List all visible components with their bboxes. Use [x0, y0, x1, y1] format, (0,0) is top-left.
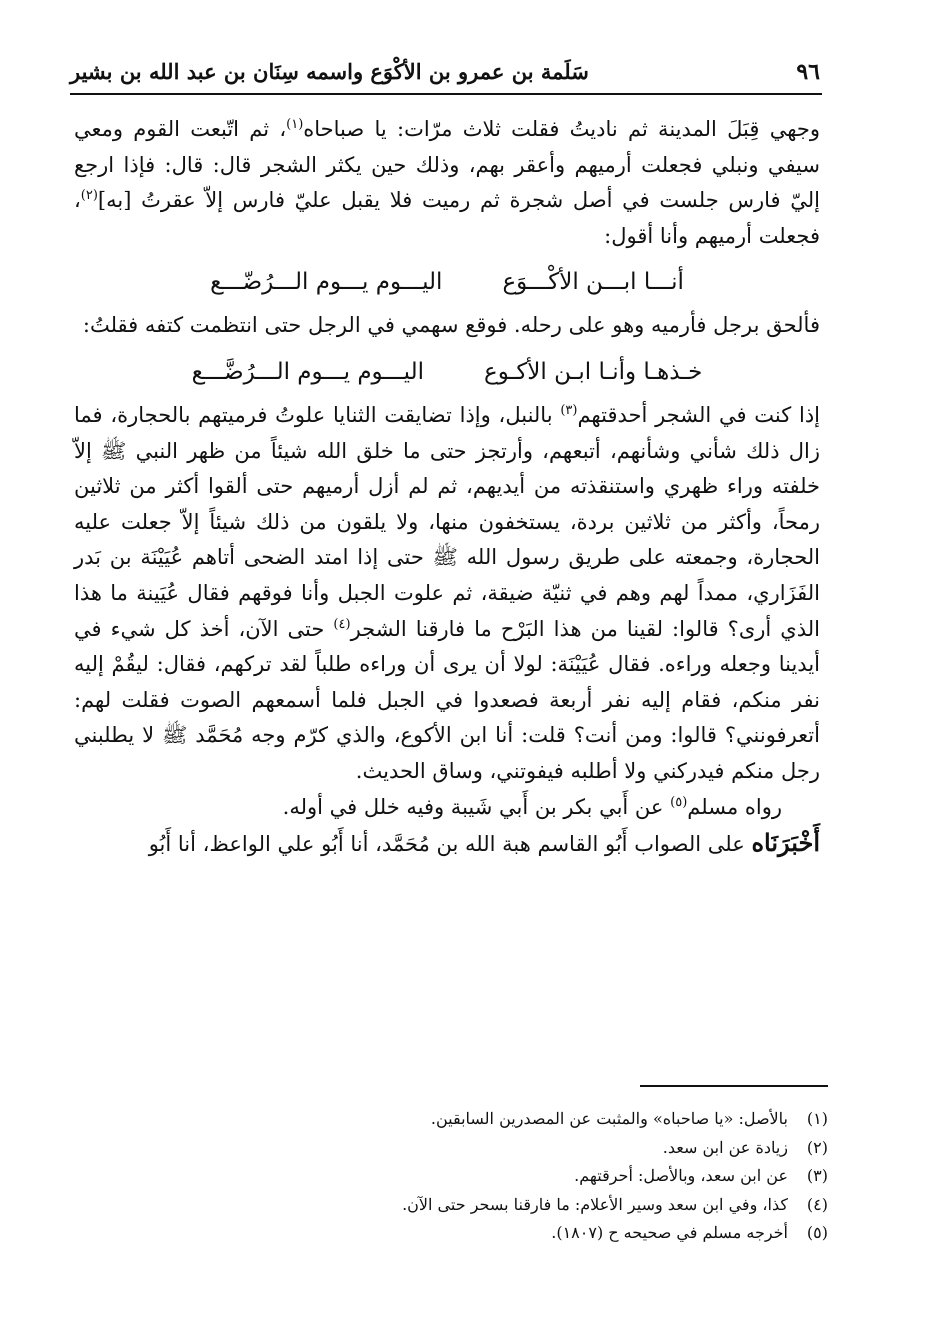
footnote-1 [188, 1105, 828, 1134]
footnote-number: (٥) [806, 1223, 828, 1242]
paragraph-3-text-a: إذا كنت في الشجر أحدقتهم [577, 402, 821, 427]
footnote-number: (٣) [806, 1166, 828, 1185]
footnote-ref-3: (٣) [560, 402, 578, 418]
verse-2 [74, 354, 820, 390]
verse-2-second-hemistich: اليـــوم يـــوم الـــرُضَّـــع [191, 358, 424, 385]
paragraph-3 [74, 398, 820, 790]
footnote-4 [188, 1191, 828, 1220]
running-title: سَلَمة بن عمرو بن الأكْوَع واسمه سِنَان بن عبد الله بن بشير [70, 59, 589, 84]
footnote-ref-2: (٢) [80, 188, 98, 204]
header-divider [70, 93, 822, 95]
footnote-text: زيادة عن ابن سعد. [662, 1137, 788, 1157]
page-number: ٩٦ [796, 59, 820, 85]
paragraph-5 [74, 825, 820, 863]
paragraph-1 [74, 112, 820, 254]
footnote-number: (٤) [806, 1194, 828, 1214]
footnote-text: أخرجه مسلم في صحيحه ح (١٨٠٧). [551, 1223, 788, 1242]
footnote-divider [640, 1085, 828, 1087]
paragraph-5-text: على الصواب أَبُو القاسم هبة الله بن مُحَمَّد، أنا أَبُو علي الواعظ، أنا أَبُو [148, 832, 752, 857]
page-header [70, 55, 822, 95]
footnote-2 [188, 1134, 828, 1163]
footnote-text: كذا، وفي ابن سعد وسير الأعلام: ما فارقنا بسحر حتى الآن. [402, 1194, 788, 1214]
paragraph-3-text-b: بالنبل، وإذا تضايقت الثنايا علوتُ فرميتهم بالحجارة، فما زال ذلك شأني وشأنهم، أتبعهم، وأرتجز حتى ما خلق الله شيئاً من ظهر النبي ﷺ إلاّ خلفته وراء ظهري واستنقذته من أيديهم، ثم لم أزل أرميهم حتى ألقوا أكثر من ثلاثين رمحاً، وأكثر من ثلاثين بردة، يستخفون منها، ولا يلقون من ذلك شيئاً إلاّ جعلت عليه الحجارة، وجمعته على طريق رسول الله ﷺ حتى إذا امتد الضحى أتاهم عُيَيْنَة بن بَدر الفَزَاري، ممداً لهم وهم في ثنيّة ضيقة، ثم علوت الجبل وأنا فوقهم فقال عُيَينة ما هذا الذي أرى؟ قالوا: لقينا من هذا البَرْح ما فارقنا الشجر [74, 402, 820, 641]
footnotes [188, 1105, 828, 1248]
footnote-3 [188, 1162, 828, 1191]
main-text [74, 112, 820, 863]
footnote-number: (١) [806, 1109, 828, 1128]
isnad-lead-word: أَخْبَرَنَاه [751, 828, 820, 858]
verse-2-first-hemistich: خـذهـا وأنـا ابـن الأكـوع [484, 358, 703, 385]
paragraph-2 [74, 308, 820, 344]
paragraph-4 [74, 790, 820, 826]
paragraph-2-text: فألحق برجل فأرميه وهو على رحله. فوقع سهمي في الرجل حتى انتظمت كتفه فقلتُ: [82, 313, 820, 338]
paragraph-4-text-a: رواه مسلم [687, 794, 782, 819]
footnote-5 [188, 1219, 828, 1248]
footnote-ref-1: (١) [286, 117, 304, 132]
verse-1-first-hemistich: أنـــا ابـــن الأكْـــوَع [502, 269, 684, 296]
footnote-ref-4: (٤) [333, 616, 351, 632]
paragraph-1-text-a: وجهي قِبَلَ المدينة ثم ناديتُ فقلت ثلاث مرّات: يا صباحاه [303, 117, 820, 141]
paragraph-3-text-c: حتى الآن، أخذ كل شيء في أيدينا وجعله وراءه. فقال عُيَيْنَة: لولا أن يرى أن وراءه طلباً لقد تركهم، فقال: ليقُمْ إليه نفر منكم، فقام إليه نفر أربعة فصعدوا في الجبل فلما أسمعهم الصوت فقلت لهم: أتعرفونني؟ قالوا: ومن أنت؟ قلت: أنا ابن الأكوع، والذي كرّم وجه مُحَمَّد ﷺ لا يطلبني رجل منكم فيدركني ولا أطلبه فيفوتني، وساق الحديث. [74, 616, 820, 783]
paragraph-1-text-c: ، فجعلت أرميهم وأنا أقول: [74, 188, 820, 248]
footnote-text: بالأصل: «يا صاحباه» والمثبت عن المصدرين السابقين. [430, 1109, 788, 1128]
footnote-ref-5: (٥) [670, 794, 688, 810]
verse-1 [74, 264, 820, 300]
verse-1-second-hemistich: اليـــوم يـــوم الـــرُضّـــع [210, 269, 443, 296]
paragraph-4-text-b: عن أَبي بكر بن أَبي شَيبة وفيه خلل في أوله. [282, 794, 671, 819]
footnote-text: عن ابن سعد، وبالأصل: أحرقتهم. [574, 1166, 788, 1185]
footnote-number: (٢) [806, 1137, 828, 1157]
paragraph-1-text-b: ، ثم اتّبعت القوم ومعي سيفي ونبلي فجعلت أرميهم وأعقر بهم، وذلك حين يكثر الشجر قال: قال: فإذا ارجع إليّ فارس جلست في أصل شجرة ثم رميت فلا يقبل عليّ فارس إلاّ عقرتُ [به] [74, 117, 820, 213]
